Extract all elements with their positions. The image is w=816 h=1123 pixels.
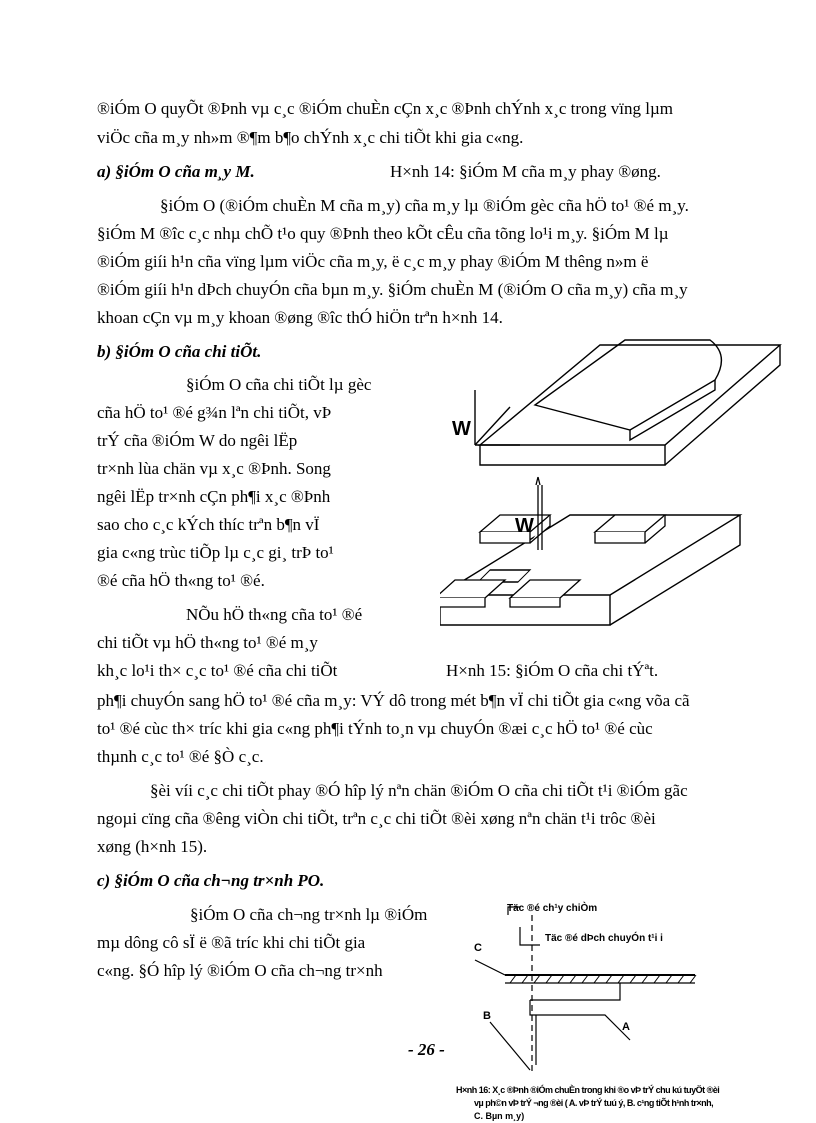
- fig16-caption-line: C. Bµn m¸y): [474, 1111, 525, 1121]
- para-b-line: sao cho c¸c kÝch thíc trªn b¶n vÏ: [97, 515, 320, 534]
- para-b4-line: xøng (h×nh 15).: [97, 837, 208, 856]
- heading-b: b) §iÓm O cña chi tiÕt.: [97, 342, 262, 361]
- para-c-line: mµ dông cô sÏ ë ®ã tríc khi chi tiÕt gia: [97, 933, 366, 952]
- para-b-line: trÝ cña ®iÓm W do ngêi lËp: [97, 431, 298, 450]
- para-a-line: ®iÓm giíi h¹n dÞch chuyÓn cña bµn m¸y. §iÓm chuÈn M (®iÓm O cña m¸y) cña m¸y: [97, 280, 688, 299]
- fig16-label-a: A: [622, 1021, 630, 1033]
- para-a-line: khoan cÇn vµ m¸y khoan ®øng ®îc thÓ hiÖn trªn h×nh 14.: [97, 308, 503, 327]
- label-w-15: W: [515, 515, 534, 537]
- fig16-caption-line: H×nh 16: X¸c ®Þnh ®iÓm chuÈn trong khi ®o vÞ trÝ chu kú tuyÖt ®èi: [456, 1085, 720, 1095]
- para-b-line: ngêi lËp tr×nh cÇn ph¶i x¸c ®Þnh: [97, 487, 331, 506]
- para-a-line: §iÓm M ®îc c¸c nhµ chÕ t¹o quy ®Þnh theo kÕt cÊu cña tõng lo¹i m¸y. §iÓm M lµ: [97, 224, 669, 243]
- para-b3-line: thµnh c¸c to¹ ®é §Ò c¸c.: [97, 747, 264, 766]
- para-b-line: ®é cña hÖ th«ng to¹ ®é.: [97, 571, 265, 590]
- para-b3-line: to¹ ®é cùc th× tríc khi gia c«ng ph¶i tÝnh to¸n vµ chuyÓn ®æi c¸c hÖ to¹ ®é cùc: [97, 719, 653, 738]
- para-b-line: cña hÖ to¹ ®é g¾n lªn chi tiÕt, vÞ: [97, 403, 332, 422]
- para-b2-line: chi tiÕt vµ hÖ th«ng to¹ ®é m¸y: [97, 633, 318, 652]
- page-number: - 26 -: [408, 1040, 445, 1059]
- heading-c: c) §iÓm O cña ch¬ng tr×nh PO.: [97, 871, 325, 890]
- para-b2-line: kh¸c lo¹i th× c¸c to¹ ®é cña chi tiÕt: [97, 661, 338, 680]
- fig16-caption-line: vµ ph©n vÞ trÝ ¬ng ®èi ( A. vÞ trÝ tuú ý, B. c¹ng tiÕt h¹nh tr×nh,: [474, 1098, 714, 1108]
- figure-16-drawing: [470, 905, 770, 1085]
- para-c-line: §iÓm O cña ch¬ng tr×nh lµ ®iÓm: [190, 905, 428, 924]
- para-b3-line: ph¶i chuyÓn sang hÖ to¹ ®é cña m¸y: VÝ dô trong mét b¶n vÏ chi tiÕt gia c«ng võa cã: [97, 691, 690, 710]
- fig16-label-b: B: [483, 1010, 491, 1022]
- para-c-line: c«ng. §Ó hîp lý ®iÓm O cña ch¬ng tr×nh: [97, 961, 383, 980]
- intro-line-2: viÖc cña m¸y nh»m ®¶m b¶o chÝnh x¸c chi tiÕt khi gia c«ng.: [97, 128, 524, 147]
- figure-15-caption: H×nh 15: §iÓm O cña chi tÝªt.: [446, 661, 659, 680]
- fig16-label-c: C: [474, 942, 482, 954]
- para-b4-line: ngoµi cïng cña ®êng viÒn chi tiÕt, trªn c¸c chi tiÕt ®èi xøng nªn chän t¹i trôc ®èi: [97, 809, 656, 828]
- para-b-line: tr×nh lùa chän vµ x¸c ®Þnh. Song: [97, 459, 331, 478]
- fig16-label-top: Täc ®é ch¹y chiÒm: [507, 903, 598, 914]
- para-b2-line: NÕu hÖ th«ng cña to¹ ®é: [186, 605, 363, 624]
- para-b-line: gia c«ng trùc tiÕp lµ c¸c gi¸ trÞ to¹: [97, 543, 334, 562]
- figure-14-caption: H×nh 14: §iÓm M cña m¸y phay ®øng.: [390, 162, 661, 181]
- label-w-14: W: [452, 418, 471, 440]
- para-b-line: §iÓm O cña chi tiÕt lµ gèc: [186, 375, 372, 394]
- para-a-line: §iÓm O (®iÓm chuÈn M cña m¸y) cña m¸y lµ ®iÓm gèc cña hÖ to¹ ®é m¸y.: [160, 196, 689, 215]
- heading-a: a) §iÓm O cña m¸y M.: [97, 162, 255, 181]
- fig16-label-mid: Täc ®é dÞch chuyÓn t¹i i: [545, 933, 663, 944]
- figure-14-15-drawing: [440, 335, 800, 665]
- intro-line-1: ®iÓm O quyÕt ®Þnh vµ c¸c ®iÓm chuÈn cÇn x¸c ®Þnh chÝnh x¸c trong vïng lµm: [97, 99, 673, 118]
- para-a-line: ®iÓm giíi h¹n cña vïng lµm viÖc cña m¸y, ë c¸c m¸y phay ®iÓm M thêng n»m ë: [97, 252, 649, 271]
- para-b4-line: §èi víi c¸c chi tiÕt phay ®Ó hîp lý nªn chän ®iÓm O cña chi tiÕt t¹i ®iÓm gãc: [150, 781, 688, 800]
